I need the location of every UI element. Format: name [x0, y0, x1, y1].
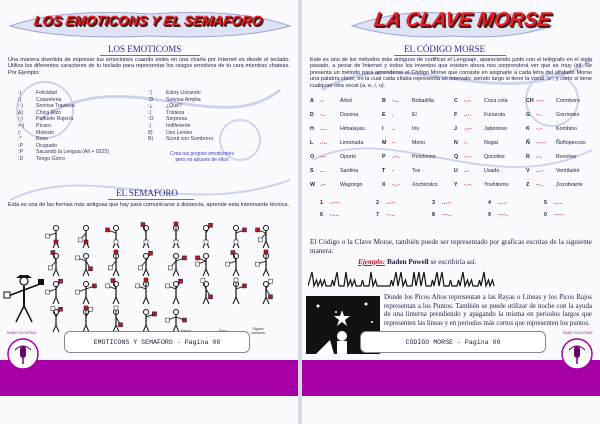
- morse-keyword: Iris: [412, 126, 420, 132]
- morse-keyword: Pelotones: [412, 154, 436, 160]
- emoticon-row: [18, 123, 109, 130]
- morse-code: .: [392, 112, 394, 118]
- emoticon-row: [18, 103, 109, 110]
- morse-code: -..: [320, 112, 326, 118]
- emoticon-meaning: Tristeza: [166, 109, 185, 116]
- semaphore-figure: [48, 251, 59, 276]
- emoticon-symbol: :*: [18, 136, 22, 143]
- emoticon-symbol: :'(: [148, 90, 153, 96]
- morse-wave-line: [308, 272, 494, 286]
- morse-letter: X: [382, 182, 386, 188]
- morse-letter: U: [454, 168, 458, 174]
- morse-code: .-.: [536, 154, 542, 160]
- morse-letter: Z: [526, 182, 530, 188]
- emoticon-meaning: Pañuelo Rojería: [36, 116, 74, 123]
- morse-letter: O: [310, 154, 315, 160]
- emoticon-symbol: :-): [18, 103, 23, 110]
- scout-semaphore-illustration: [2, 268, 46, 326]
- number-code: .----: [330, 200, 341, 206]
- morse-code: ---: [320, 154, 327, 160]
- morse-letter: S: [310, 168, 314, 174]
- right-banner-title: LA CLAVE MORSE: [372, 9, 553, 31]
- emoticon-meaning: ¿Qué?: [166, 103, 182, 110]
- divider: [108, 199, 194, 200]
- morse-letter: CH: [526, 98, 534, 104]
- morse-keyword: Qocoliso: [484, 154, 505, 160]
- emoticon-symbol: B): [148, 136, 154, 143]
- number-digit: 5: [544, 200, 547, 206]
- number-code: ...--: [442, 200, 452, 206]
- emoticon-symbol: 8): [148, 129, 153, 136]
- morse-keyword: El: [412, 112, 417, 118]
- morse-letter: L: [310, 140, 314, 146]
- morse-code: -...: [392, 98, 400, 104]
- morse-keyword: Usado: [484, 168, 500, 174]
- example-label: Ejemplo:: [358, 258, 386, 266]
- emoticon-row: [148, 136, 213, 143]
- semaphore-figure: [138, 251, 152, 276]
- morse-letter: Q: [454, 154, 459, 160]
- emoticon-row: [18, 116, 109, 123]
- morse-code: -.: [464, 140, 468, 146]
- emoticon-row: [148, 110, 213, 117]
- semaphore-figures: [42, 218, 298, 336]
- emoticon-meaning: Tengo Gorro: [36, 155, 65, 162]
- emoticon-meaning: Beso: [36, 136, 48, 143]
- emoticon-row: [148, 90, 213, 97]
- divider: [100, 55, 200, 56]
- morse-code: ..-.: [464, 112, 472, 118]
- morse-letter: D: [310, 112, 314, 118]
- number-code: ....-: [498, 200, 508, 206]
- emoticons-heading: LOS EMOTICOMS: [108, 44, 182, 54]
- semaphore-figure: [233, 278, 246, 304]
- emoticon-symbol: (:: [18, 129, 22, 136]
- emoticon-row: [148, 97, 213, 104]
- number-digit: 2: [376, 200, 379, 206]
- number-digit: 6: [320, 212, 323, 218]
- morse-keyword: Coca cola: [484, 98, 508, 104]
- morse-letter: N: [454, 140, 458, 146]
- graph-intro: El Código o la Clave Morse, también puede ser representado por graficas escritas de la siguiente manera:: [310, 238, 592, 256]
- semaphore-figure: [143, 309, 156, 332]
- morse-keyword: Furiarola: [484, 112, 505, 118]
- morse-code: .---: [464, 126, 472, 132]
- emoticons-intro: Una manera divertida de expresar tus emociones cuando estés en una charla por Internet es desde el teclado. Utiliza los diferentes caracteres de tu teclado para representar los rasgos emotivos de tu cara mientras chateas. Por Ejemplo:: [8, 57, 290, 76]
- emoticons-list-2: [148, 90, 213, 143]
- emoticon-row: [148, 116, 213, 123]
- morse-keyword: Ñoñopecoso: [556, 140, 586, 146]
- number-code: ----.: [498, 212, 509, 218]
- logo-text: RADIO SCOUTING: [563, 331, 593, 335]
- emoticon-row: [18, 90, 109, 97]
- emoticon-row: [18, 97, 109, 104]
- number-code: ..---: [386, 200, 396, 206]
- morse-code: --.-: [464, 154, 472, 160]
- number-code: .....: [554, 200, 563, 206]
- semaforo-heading: EL SEMAFORO: [116, 188, 178, 198]
- morse-code: -..-: [392, 182, 400, 188]
- emoticon-symbol: :O: [148, 116, 154, 123]
- semaphore-figure: [113, 306, 123, 332]
- graph-description: Donde los Picos Altos representan a las Rayas o Líneas y los Picos Bajos representan a los Puntos. También se puede utilizar de noche con la ayuda de una linterna prendiendo y apagando la misma en periodos largos que representen las líneas y en periodos más cortos que representen los puntos.: [384, 294, 592, 327]
- emoticons-note: Crea tus propios emoticones pero no abuses de ellos: [170, 151, 234, 163]
- logo-text: RADIO SCOUTING: [7, 331, 37, 335]
- morse-code: .--: [320, 182, 326, 188]
- morse-letter: V: [526, 168, 530, 174]
- morse-wave-graph: [308, 270, 594, 292]
- morse-keyword: Kombino: [556, 126, 577, 132]
- emoticon-meaning: Estoy Llorando: [166, 90, 201, 96]
- emoticon-symbol: :P: [18, 142, 23, 149]
- morse-keyword: Limonada: [340, 140, 364, 146]
- morse-code: --.: [536, 112, 542, 118]
- morse-keyword: Sardina: [340, 168, 359, 174]
- emoticon-meaning: Chica Rizo: [36, 109, 62, 116]
- number-digit: 1: [320, 200, 323, 206]
- morse-keyword: Árbol: [340, 98, 353, 104]
- emoticon-symbol: :-): [18, 116, 23, 123]
- radio-scouting-logo: [558, 334, 596, 372]
- morse-code: -.-: [536, 126, 542, 132]
- emoticon-meaning: Felicidad: [36, 90, 57, 96]
- morse-letter: G: [526, 112, 531, 118]
- morse-letter: M: [382, 140, 387, 146]
- morse-code: ...-: [536, 168, 544, 174]
- morse-keyword: Tos: [412, 168, 421, 174]
- radio-scouting-logo: [4, 334, 42, 372]
- semaphore-figure: [263, 279, 273, 304]
- morse-code: -.--: [464, 182, 472, 188]
- left-footer: EMOTICONS Y SEMAFORO - Pagina 08: [64, 331, 250, 353]
- morse-keyword: Xochimilco: [412, 182, 438, 188]
- left-banner-title: LOS EMOTICONS Y EL SEMAFORO: [32, 13, 264, 28]
- semaphore-figure: [78, 225, 89, 248]
- semaphore-figure: [173, 222, 179, 248]
- morse-code: ----: [536, 98, 545, 104]
- morse-keyword: Mono: [412, 140, 426, 146]
- emoticon-meaning: Pícaro: [36, 122, 51, 129]
- emoticon-row: [18, 130, 109, 137]
- emoticons-list-1: [18, 90, 109, 163]
- morse-code: --.--: [536, 140, 547, 146]
- semaphore-figure: [83, 306, 93, 332]
- example-rest: se escribiría así.: [430, 258, 477, 266]
- emoticon-symbol: :(: [148, 109, 152, 116]
- semaphore-figure: [141, 223, 149, 248]
- number-code: ---..: [442, 212, 452, 218]
- right-page: [302, 0, 600, 424]
- flag-caption-numeros: Siguen números: [251, 327, 265, 335]
- semaphore-figure: [203, 223, 213, 248]
- morse-code: --..: [536, 182, 544, 188]
- morse-letter: E: [382, 112, 386, 118]
- semaphore-figure: [201, 279, 213, 304]
- emoticon-row: [18, 110, 109, 117]
- morse-keyword: Docena: [340, 112, 359, 118]
- example-name: Baden Powell: [386, 258, 429, 266]
- emoticon-symbol: ;): [18, 96, 22, 103]
- semaphore-figure: [51, 307, 63, 332]
- morse-letter: H: [310, 126, 314, 132]
- morse-code: -: [392, 168, 395, 174]
- morse-code: ...: [320, 168, 326, 174]
- number-code: -----: [554, 212, 565, 218]
- example-line: [358, 258, 477, 266]
- semaphore-figure: [76, 281, 97, 304]
- number-digit: 9: [488, 212, 491, 218]
- number-digit: 4: [488, 200, 491, 206]
- morse-letter: F: [454, 112, 458, 118]
- semaphore-figure: [233, 225, 246, 248]
- morse-keyword: Bobadilla: [412, 98, 434, 104]
- semaphore-figure: [168, 253, 186, 276]
- semaphore-figure: [256, 225, 269, 248]
- emoticon-symbol: :¿: [148, 103, 153, 110]
- morse-letter: I: [382, 126, 384, 132]
- number-digit: 7: [376, 212, 379, 218]
- morse-keyword: Himalayas: [340, 126, 365, 132]
- number-digit: 3: [432, 200, 435, 206]
- emoticon-row: [148, 103, 213, 110]
- morse-keyword: Jabonoso: [484, 126, 507, 132]
- morse-code: .-: [320, 98, 324, 104]
- emoticon-meaning: Sonrisa Amplia: [166, 96, 201, 103]
- morse-keyword: Wagongo: [340, 182, 363, 188]
- morse-code: ..: [392, 126, 396, 132]
- number-digit: 0: [544, 212, 547, 218]
- emoticon-row: [148, 123, 213, 130]
- codigo-intro: Este es uno de los métodos más antiguos de codificar el Lenguaje, apareciendo junto con el telégrafo en el siglo pasado, a pesar de Internet y todos los inventos que existen ahora nos sorprenderá ver que es muy útil. Se presenta un método para aprenderse el Código Morse que consiste en asignarle a cada letra del alfabeto Morse una palabra clave, en la cual cada sílaba representa un intervalo: siendo largo si tiene la vocal "o", y corto si tiene cualquier otra vocal (a, e, i, u).: [310, 57, 592, 89]
- morse-letter: C: [454, 98, 458, 104]
- morse-keyword: Zozobrante: [556, 182, 583, 188]
- morse-keyword: Ventilador: [556, 168, 580, 174]
- right-accent-bar: [302, 360, 600, 396]
- left-accent-bar: [0, 360, 298, 396]
- morse-letter: J: [454, 126, 457, 132]
- morse-letter: A: [310, 98, 314, 104]
- emoticon-symbol: :): [18, 90, 22, 96]
- semaphore-figure: [46, 279, 63, 304]
- morse-letter: T: [382, 168, 386, 174]
- emoticon-meaning: Sacando la Lengua (Alt + 0222): [36, 149, 110, 156]
- morse-keyword: Revolver: [556, 154, 577, 160]
- semaphore-figure: [256, 250, 269, 276]
- number-digit: 8: [432, 212, 435, 218]
- semaphore-figure: [226, 251, 239, 276]
- morse-code: -.-.: [464, 98, 472, 104]
- emoticon-meaning: Uso Lentes: [166, 129, 193, 136]
- emoticon-meaning: Sorpresa: [166, 116, 188, 123]
- morse-code: ..-: [464, 168, 470, 174]
- emoticon-symbol: :D: [148, 96, 154, 103]
- emoticon-symbol: &): [18, 109, 24, 116]
- morse-table: [310, 98, 596, 226]
- semaphore-figure: [136, 278, 149, 304]
- emoticon-row: [18, 149, 109, 156]
- right-footer: CÓDIGO MORSE - Pagina 09: [360, 331, 546, 353]
- morse-keyword: Oporto: [340, 154, 357, 160]
- emoticon-symbol: >:): [18, 122, 25, 129]
- semaphore-figure: [166, 279, 183, 304]
- morse-letter: W: [310, 182, 315, 188]
- morse-code: .--.: [392, 154, 400, 160]
- number-code: --...: [386, 212, 396, 218]
- emoticon-symbol: :D: [18, 155, 24, 162]
- emoticon-meaning: Indiferente: [166, 122, 191, 129]
- morse-code: ....: [320, 126, 328, 132]
- morse-keyword: Gorriones: [556, 112, 580, 118]
- emoticon-meaning: Sonrisa Traviesa: [36, 103, 75, 110]
- emoticon-meaning: Coqueteria: [36, 96, 62, 103]
- morse-letter: P: [382, 154, 386, 160]
- semaphore-figure: [46, 225, 59, 248]
- emoticon-symbol: :P: [18, 149, 23, 156]
- divider: [394, 55, 506, 56]
- semaphore-figure: [108, 250, 119, 276]
- morse-letter: B: [382, 98, 386, 104]
- emoticon-meaning: Molesto: [36, 129, 55, 136]
- morse-letter: K: [526, 126, 530, 132]
- semaphore-figure: [106, 225, 119, 248]
- morse-keyword: Yoshitomo: [484, 182, 509, 188]
- morse-code: --: [392, 140, 397, 146]
- emoticon-row: [18, 156, 109, 163]
- left-page: [0, 0, 298, 424]
- codigo-heading: EL CÓDIGO MORSE: [404, 44, 486, 54]
- emoticon-meaning: Ocupado: [36, 142, 58, 149]
- number-code: -....: [330, 212, 340, 218]
- morse-keyword: Corroboro: [556, 98, 580, 104]
- morse-keyword: Nogal: [484, 140, 498, 146]
- semaphore-figure: [106, 279, 119, 304]
- semaphore-figure: [76, 253, 93, 276]
- emoticon-row: [148, 130, 213, 137]
- morse-code: .-..: [320, 140, 328, 146]
- semaphore-figure: [196, 253, 209, 276]
- morse-letter: Ñ: [526, 140, 530, 146]
- semaforo-intro: Esta es una de las formas más antiguas que hay para comunicarse a distancia, aprende esta interesante técnica.: [8, 202, 290, 208]
- emoticon-row: [18, 143, 109, 150]
- emoticon-row: [18, 136, 109, 143]
- morse-letter: R: [526, 154, 530, 160]
- morse-letter: Y: [454, 182, 458, 188]
- emoticon-meaning: Scout con Sombrero: [166, 136, 214, 143]
- emoticon-symbol: :|: [148, 122, 151, 129]
